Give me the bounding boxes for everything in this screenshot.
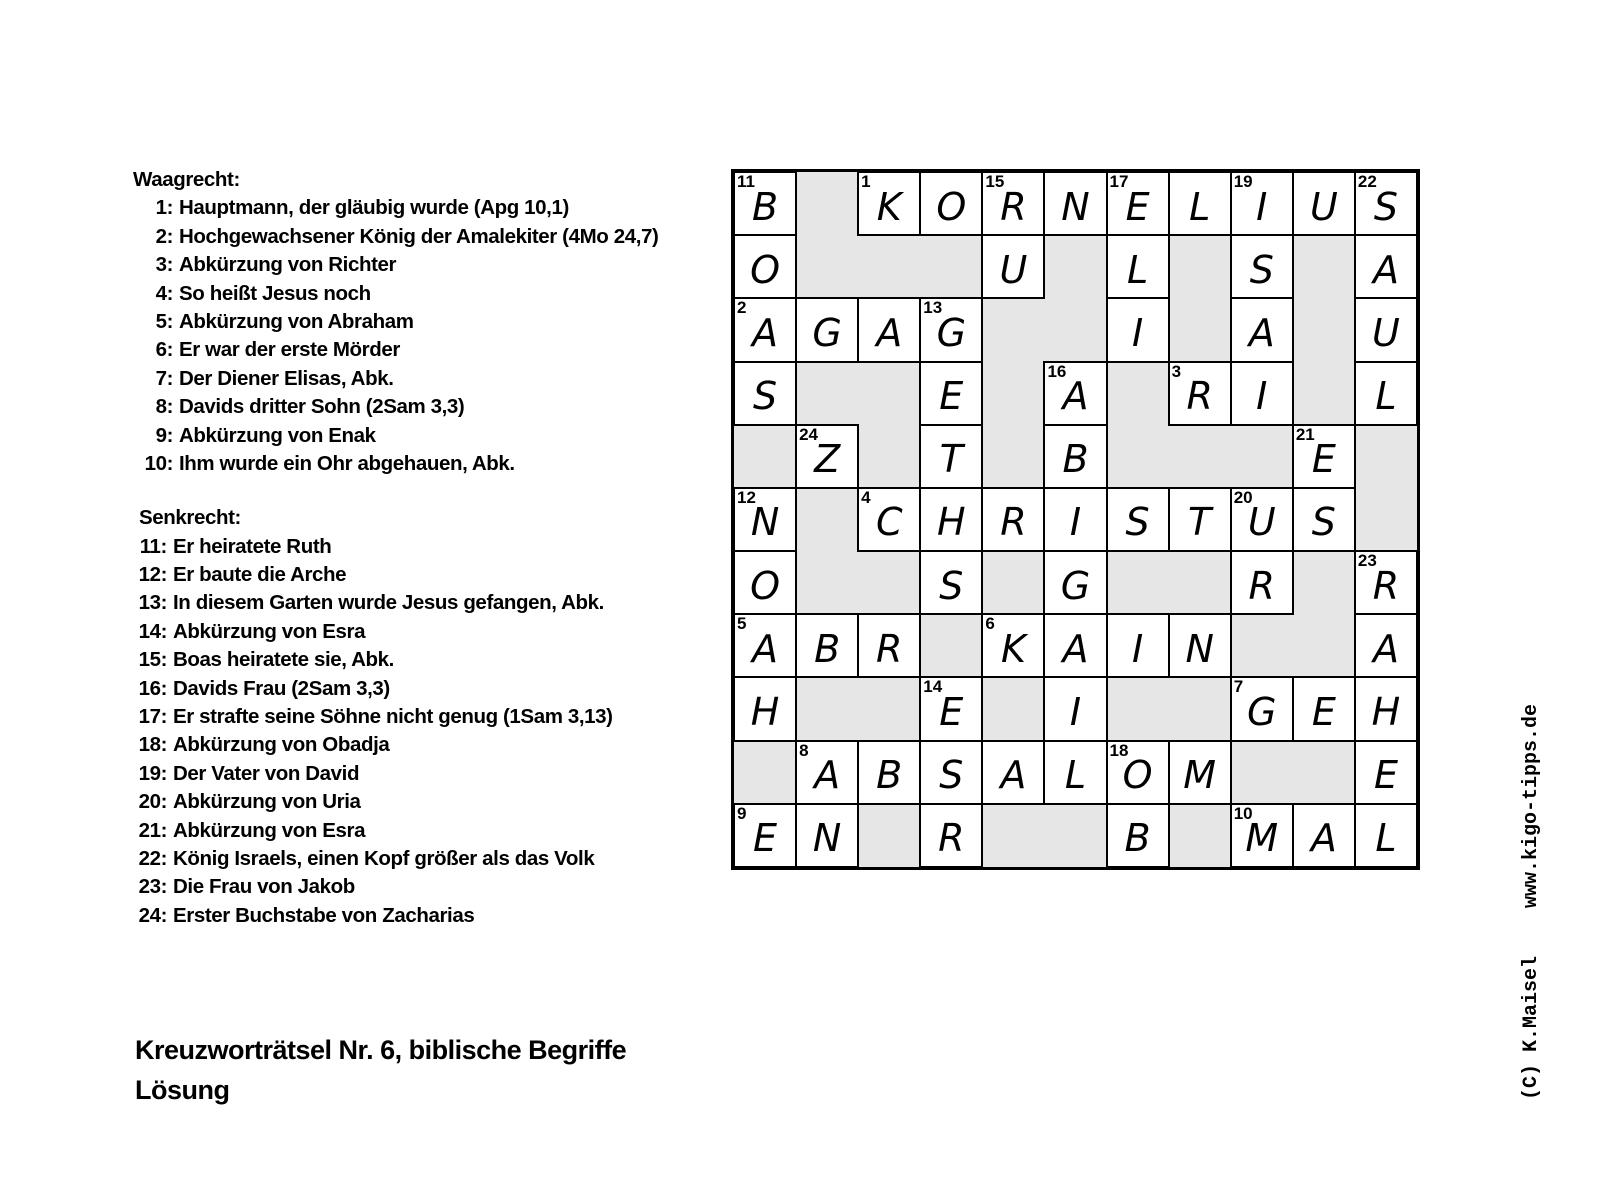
- cell-letter: O: [750, 247, 780, 292]
- across-clue: [133, 450, 713, 478]
- cell-number: 19: [1233, 172, 1253, 191]
- cell-number: 12: [737, 487, 756, 507]
- grid-cell: [1354, 171, 1418, 236]
- grid-cell: [1043, 361, 1107, 426]
- grid-cell: [919, 297, 983, 362]
- clue-text: In diesem Garten wurde Jesus gefangen, Abk.: [173, 591, 604, 615]
- clue-text: Abkürzung von Obadja: [173, 733, 390, 757]
- cell-letter: B: [876, 753, 903, 798]
- cell-letter: A: [1062, 626, 1089, 671]
- cell-letter: A: [814, 753, 841, 798]
- clue-text: Davids Frau (2Sam 3,3): [173, 676, 390, 700]
- across-clue: [133, 194, 713, 222]
- cell-letter: R: [876, 626, 903, 671]
- cell-letter: G: [1060, 563, 1091, 608]
- cell-letter: G: [1247, 690, 1277, 735]
- clue-number: 4:: [155, 281, 173, 305]
- cell-letter: S: [1249, 247, 1274, 292]
- grid-cell: [1168, 361, 1232, 426]
- down-clue: [133, 533, 713, 561]
- cell-letter: N: [750, 500, 780, 545]
- cell-letter: L: [1375, 816, 1397, 861]
- grid-cell: [1354, 676, 1418, 741]
- clue-number: 16:: [138, 676, 167, 700]
- cell-letter: U: [999, 247, 1028, 292]
- title-block: [135, 1030, 626, 1110]
- cell-letter: H: [1371, 690, 1401, 735]
- clue-number: 11:: [139, 534, 167, 558]
- cell-number: 10: [1233, 803, 1253, 823]
- across-clue: [133, 251, 713, 279]
- cell-letter: R: [1186, 374, 1213, 419]
- clues-panel: [133, 166, 713, 930]
- clue-text: König Israels, einen Kopf größer als das Volk: [173, 846, 595, 870]
- clue-text: Hauptmann, der gläubig wurde (Apg 10,1): [179, 196, 569, 220]
- cell-letter: E: [1311, 437, 1336, 482]
- grid-cell: [1230, 676, 1294, 741]
- grid-cell: [733, 550, 797, 615]
- cell-number: 6: [985, 614, 995, 634]
- clue-text: Er heiratete Ruth: [173, 534, 332, 558]
- cell-letter: U: [1309, 184, 1338, 229]
- grid-cell: [857, 487, 921, 552]
- cell-number: 15: [985, 172, 1005, 191]
- grid-cell: [795, 424, 859, 489]
- clue-number: 1:: [155, 196, 173, 220]
- cell-letter: E: [753, 816, 778, 861]
- clue-number: 7:: [155, 366, 173, 390]
- down-clue: [133, 760, 713, 788]
- grid-cell: [795, 803, 859, 868]
- clue-spacer: [133, 478, 713, 504]
- cell-letter: H: [937, 500, 966, 545]
- grid-cell: [795, 297, 859, 362]
- clue-text: Abkürzung von Abraham: [179, 309, 414, 333]
- solution-label: Lösung: [135, 1075, 230, 1105]
- grid-cell: [1168, 613, 1232, 678]
- clue-number: 14:: [138, 619, 167, 643]
- clue-number: 17:: [138, 705, 167, 729]
- grid-cell: [795, 613, 859, 678]
- grid-cell: [1230, 361, 1294, 426]
- cell-letter: B: [752, 184, 779, 229]
- clue-number: 18:: [138, 733, 167, 757]
- grid-cell: [1292, 424, 1356, 489]
- grid-cell: [981, 234, 1045, 299]
- down-clue: [133, 646, 713, 674]
- grid-cell: [919, 676, 983, 741]
- cell-letter: S: [752, 374, 778, 419]
- cell-number: 2: [737, 298, 747, 318]
- grid-cell: [919, 424, 983, 489]
- down-clue: [133, 618, 713, 646]
- across-clue: [133, 223, 713, 251]
- grid-cell: [1230, 550, 1294, 615]
- grid-cell: [733, 676, 797, 741]
- clue-text: Er strafte seine Söhne nicht genug (1Sam 3,13): [173, 705, 613, 729]
- cell-letter: I: [1069, 690, 1082, 735]
- cell-letter: O: [936, 184, 967, 229]
- clue-number: 19:: [138, 761, 167, 785]
- cell-number: 11: [737, 172, 755, 191]
- down-clue: [133, 817, 713, 845]
- cell-letter: L: [1189, 184, 1211, 229]
- cell-number: 4: [861, 487, 871, 507]
- cell-number: 21: [1295, 424, 1315, 444]
- grid-cell: [1292, 803, 1356, 868]
- cell-letter: K: [876, 184, 902, 229]
- cell-number: 9: [737, 803, 747, 823]
- grid-cell: [919, 550, 983, 615]
- cell-letter: A: [1372, 626, 1399, 671]
- grid-cell: [1106, 234, 1170, 299]
- cell-letter: B: [814, 626, 841, 671]
- cell-letter: H: [750, 690, 780, 735]
- cell-letter: I: [1256, 184, 1268, 229]
- cell-number: 7: [1233, 677, 1244, 697]
- down-heading: Senkrecht:: [139, 506, 241, 530]
- cell-letter: G: [812, 310, 842, 355]
- clue-text: Der Diener Elisas, Abk.: [179, 366, 394, 390]
- cell-letter: L: [1064, 753, 1087, 798]
- cell-letter: I: [1069, 500, 1082, 545]
- cell-letter: N: [812, 816, 842, 861]
- cell-letter: S: [939, 753, 964, 798]
- clue-text: Hochgewachsener König der Amalekiter (4Mo 24,7): [179, 224, 659, 248]
- cell-letter: L: [1126, 247, 1149, 292]
- grid-cell: [1354, 550, 1418, 615]
- cell-letter: O: [1122, 753, 1153, 798]
- grid-cell: [981, 613, 1045, 678]
- down-clue: [133, 675, 713, 703]
- cell-letter: T: [1188, 500, 1212, 545]
- clue-text: Boas heiratete sie, Abk.: [173, 648, 394, 672]
- grid-cell: [1354, 234, 1418, 299]
- cell-number: 24: [799, 424, 818, 444]
- grid-cell: [795, 740, 859, 805]
- grid-cell: [733, 361, 797, 426]
- across-heading: Waagrecht:: [133, 168, 240, 191]
- grid-cell: [733, 297, 797, 362]
- grid-cell: [1106, 803, 1170, 868]
- grid-cell: [1292, 487, 1356, 552]
- grid-cell: [1168, 740, 1232, 805]
- grid-cell: [1354, 740, 1418, 805]
- grid-cell: [1043, 550, 1107, 615]
- down-clue: [133, 589, 713, 617]
- clue-text: So heißt Jesus noch: [179, 281, 371, 305]
- cell-letter: A: [1310, 816, 1337, 861]
- grid-cell: [1230, 171, 1294, 236]
- puzzle-title: Kreuzworträtsel Nr. 6, biblische Begriffe: [135, 1035, 627, 1065]
- grid-cell: [1230, 487, 1294, 552]
- cell-letter: N: [1185, 626, 1214, 671]
- cell-letter: G: [936, 310, 967, 355]
- clue-number: 5:: [155, 309, 173, 333]
- grid-cell: [1292, 171, 1356, 236]
- clue-text: Abkürzung von Richter: [179, 253, 397, 277]
- cell-letter: S: [1311, 500, 1336, 545]
- grid-cell: [857, 297, 921, 362]
- clue-text: Abkürzung von Esra: [173, 619, 366, 643]
- clue-text: Davids dritter Sohn (2Sam 3,3): [179, 395, 465, 419]
- clue-text: Der Vater von David: [173, 761, 360, 785]
- grid-cell: [1354, 297, 1418, 362]
- cell-letter: L: [1375, 374, 1397, 419]
- grid-cell: [981, 740, 1045, 805]
- grid-cell: [919, 487, 983, 552]
- cell-letter: T: [939, 437, 963, 482]
- grid-cell: [981, 171, 1045, 236]
- clue-number: 21:: [138, 818, 167, 842]
- cell-letter: A: [1372, 247, 1399, 292]
- cell-letter: K: [1000, 626, 1026, 671]
- cell-letter: A: [752, 310, 779, 355]
- cell-letter: I: [1131, 310, 1144, 355]
- cell-letter: I: [1131, 626, 1144, 671]
- clue-text: Abkürzung von Enak: [179, 423, 376, 447]
- cell-letter: A: [876, 310, 903, 355]
- grid-cell: [1043, 613, 1107, 678]
- grid-cell: [1043, 171, 1107, 236]
- cell-letter: U: [1372, 310, 1400, 355]
- grid-cell: [919, 171, 983, 236]
- grid-cell: [733, 803, 797, 868]
- clue-number: 22:: [138, 846, 167, 870]
- across-clue-list: [133, 194, 713, 478]
- down-clue: [133, 902, 713, 930]
- clue-number: 20:: [138, 790, 167, 814]
- cell-number: 22: [1357, 172, 1377, 191]
- grid-cell: [857, 171, 921, 236]
- cell-letter: M: [1245, 816, 1279, 861]
- cell-letter: R: [938, 816, 965, 861]
- cell-letter: E: [1311, 690, 1336, 735]
- grid-cell: [733, 487, 797, 552]
- cell-letter: A: [1062, 374, 1089, 419]
- cell-letter: A: [1000, 753, 1027, 798]
- grid-cell: [1043, 487, 1107, 552]
- clue-text: Er baute die Arche: [173, 563, 347, 587]
- clue-text: Erster Buchstabe von Zacharias: [173, 903, 475, 927]
- clue-text: Abkürzung von Uria: [173, 790, 361, 814]
- cell-letter: B: [1062, 437, 1089, 482]
- clue-number: 15:: [138, 648, 167, 672]
- across-clue: [133, 393, 713, 421]
- clue-number: 2:: [155, 224, 173, 248]
- cell-letter: U: [1247, 500, 1276, 545]
- clue-number: 8:: [155, 395, 173, 419]
- grid-cell: [1230, 234, 1294, 299]
- cell-number: 13: [923, 298, 943, 318]
- clue-text: Er war der erste Mörder: [179, 338, 400, 362]
- grid-cell: [919, 361, 983, 426]
- down-clue: [133, 703, 713, 731]
- cell-letter: C: [875, 500, 903, 545]
- cell-letter: N: [1061, 184, 1090, 229]
- grid-cell: [1043, 676, 1107, 741]
- grid-cell: [1354, 803, 1418, 868]
- across-clue: [133, 422, 713, 450]
- clue-number: 13:: [138, 591, 167, 615]
- grid-cell: [1106, 171, 1170, 236]
- grid-cell: [1292, 676, 1356, 741]
- cell-number: 16: [1047, 361, 1067, 381]
- cell-number: 5: [737, 614, 747, 634]
- grid-cell: [733, 613, 797, 678]
- cell-number: 8: [799, 740, 809, 760]
- clue-text: Abkürzung von Esra: [173, 818, 366, 842]
- cell-number: 14: [923, 677, 943, 697]
- cell-letter: S: [1125, 500, 1150, 545]
- cell-number: 23: [1357, 551, 1377, 571]
- grid-cell: [1354, 613, 1418, 678]
- grid-cell: [1168, 487, 1232, 552]
- cell-number: 1: [861, 172, 871, 191]
- cell-letter: I: [1256, 374, 1268, 419]
- cell-letter: E: [1125, 184, 1150, 229]
- grid-cell: [1106, 297, 1170, 362]
- cell-letter: E: [1373, 753, 1398, 798]
- crossword-grid: [731, 169, 1420, 870]
- down-clue: [133, 731, 713, 759]
- cell-number: 20: [1233, 487, 1253, 507]
- cell-letter: R: [1000, 500, 1027, 545]
- cell-letter: R: [1248, 563, 1275, 608]
- grid-cell: [1230, 803, 1294, 868]
- across-clue: [133, 280, 713, 308]
- across-clue: [133, 336, 713, 364]
- down-clue-list: [133, 533, 713, 930]
- down-clue: [133, 561, 713, 589]
- clue-number: 3:: [155, 253, 173, 277]
- grid-cell: [1043, 424, 1107, 489]
- clue-number: 6:: [155, 338, 173, 362]
- grid-cell: [1043, 740, 1107, 805]
- cell-letter: B: [1124, 816, 1151, 861]
- grid-cell: [857, 613, 921, 678]
- cell-letter: M: [1183, 753, 1217, 798]
- grid-cell: [919, 803, 983, 868]
- cell-letter: R: [1372, 563, 1400, 608]
- cell-letter: E: [939, 374, 964, 419]
- across-clue: [133, 365, 713, 393]
- down-clue: [133, 788, 713, 816]
- across-clue: [133, 308, 713, 336]
- grid-cell: [1230, 297, 1294, 362]
- grid-cell: [733, 234, 797, 299]
- down-clue: [133, 845, 713, 873]
- grid-cell: [1106, 740, 1170, 805]
- copyright-credit: (C) K.Maisel www.kigo-tipps.de: [1520, 703, 1543, 1100]
- grid-cell: [1354, 361, 1418, 426]
- clue-number: 23:: [138, 875, 167, 899]
- clue-number: 12:: [138, 563, 167, 587]
- cell-number: 17: [1109, 172, 1129, 191]
- cell-number: 18: [1109, 740, 1129, 760]
- grid-cell: [919, 740, 983, 805]
- cell-letter: Z: [814, 437, 841, 482]
- grid-cell: [1106, 487, 1170, 552]
- cell-letter: A: [1248, 310, 1275, 355]
- down-clue: [133, 873, 713, 901]
- cell-letter: R: [1000, 184, 1027, 229]
- grid-cell: [733, 171, 797, 236]
- cell-letter: O: [750, 563, 780, 608]
- clue-number: 9:: [155, 423, 173, 447]
- grid-cell: [1168, 171, 1232, 236]
- clue-text: Die Frau von Jakob: [173, 875, 355, 899]
- cell-letter: A: [752, 626, 779, 671]
- cell-letter: S: [939, 563, 964, 608]
- clue-number: 24:: [138, 903, 167, 927]
- cell-number: 3: [1171, 361, 1182, 381]
- cell-letter: S: [1373, 184, 1398, 229]
- clue-text: Ihm wurde ein Ohr abgehauen, Abk.: [179, 451, 515, 475]
- grid-cell: [857, 740, 921, 805]
- grid-cell: [1106, 613, 1170, 678]
- cell-letter: E: [939, 690, 964, 735]
- grid-cell: [981, 487, 1045, 552]
- clue-number: 10:: [144, 451, 173, 475]
